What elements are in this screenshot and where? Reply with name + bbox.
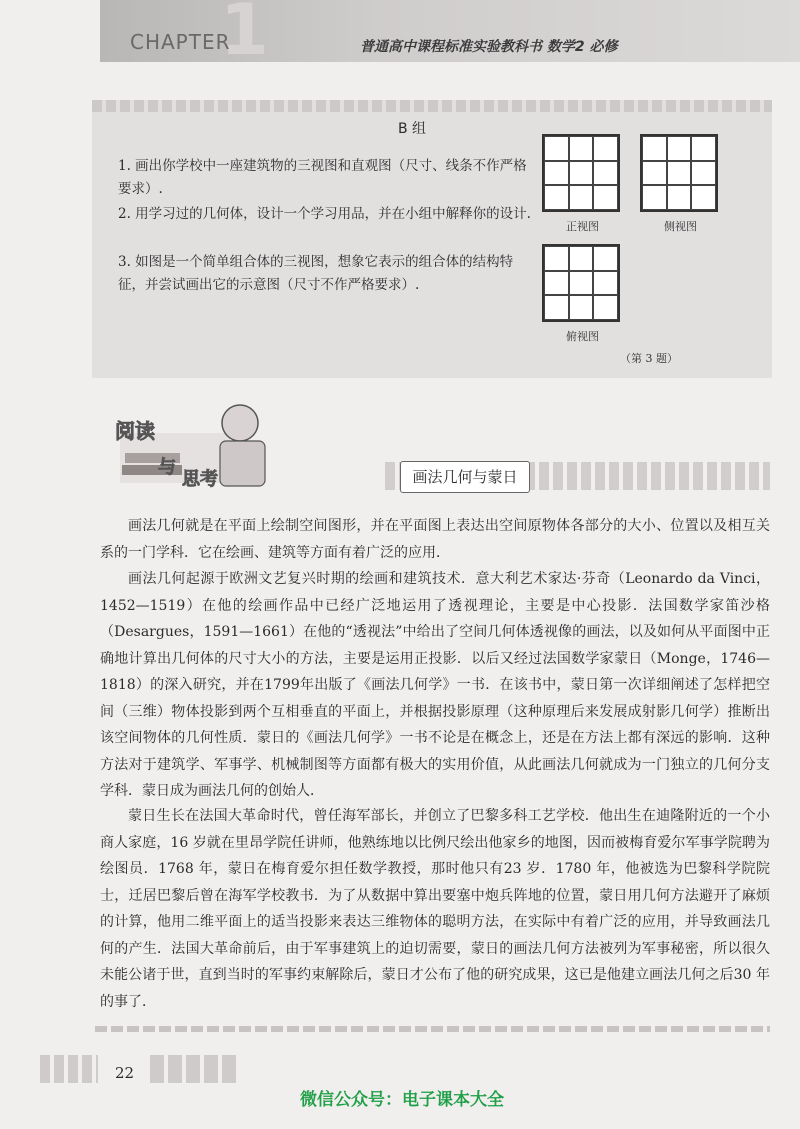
front-view-label: 正视图 (566, 220, 599, 233)
side-view-label: 侧视图 (664, 220, 697, 233)
question-3: 3. 如图是一个简单组合体的三视图，想象它表示的组合体的结构特征，并尝试画出它的示意图（尺寸不作严格要求）. (118, 254, 514, 293)
paragraph-2: 画法几何起源于欧洲文艺复兴时期的绘画和建筑技术．意大利艺术家达·芬奇（Leonardo da Vinci，1452—1519）在他的绘画作品中已经广泛地运用了透视理论，主要是中心投影．法国数学家笛沙格（Desargues，1591—1661）在他的“透视法”中给出了空间几何体透视像的画法，以及如何从平面图中正确地计算出几何体的尺寸大小的方法，主要是运用正投影．以后又经过法国数学家蒙日（Monge，1746—1818）的深入研究，并在1799年出版了《画法几何学》一书．在该书中，蒙日第一次详细阐述了怎样把空间（三维）物体投影到两个互相垂直的平面上，并根据投影原理（这种原理后来发展成射影几何学）推断出该空间物体的几何性质．蒙日的《画法几何学》一书不论是在概念上，还是在方法上都有深远的影响．这种方法对于建筑学、军事学、机械制图等方面都有极大的实用价值，从此画法几何就成为一门独立的几何分支学科．蒙日成为画法几何的创始人． (100, 571, 770, 799)
top-view-figure (542, 244, 620, 322)
side-view-figure (640, 134, 718, 212)
bottom-divider (95, 1026, 770, 1032)
page-number: 22 (115, 1064, 135, 1082)
question-1: 1. 画出你学校中一座建筑物的三视图和直观图（尺寸、线条不作严格要求）. (118, 158, 527, 197)
logo-text-read: 阅读 (115, 419, 155, 443)
student-body-icon (220, 441, 265, 486)
figure-caption: （第 3 题） (620, 352, 678, 365)
front-view-figure (542, 134, 620, 212)
paragraph-1: 画法几何就是在平面上绘制空间图形，并在平面图上表达出空间原物体各部分的大小、位置以及相互关系的一门学科．它在绘画、建筑等方面有着广泛的应用． (100, 518, 770, 561)
paragraph-3: 蒙日生长在法国大革命时代，曾任海军部长，并创立了巴黎多科工艺学校．他出生在迪隆附近的一个小商人家庭，16 岁就在里昂学院任讲师，他熟练地以比例尺绘出他家乡的地图，因而被梅育爱尔军事学院聘为绘图员．1768 年，蒙日在梅育爱尔担任数学教授，那时他只有23 岁．1780 年，他被选为巴黎科学院院士，迁居巴黎后曾在海军学校教书．为了从数据中算出要塞中炮兵阵地的位置，蒙日用几何方法避开了麻烦的计算，他用二维平面上的适当投影来表达三维物体的聪明方法，在实际中有着广泛的应用，并导致画法几何的产生．法国大革命前后，由于军事建筑上的迫切需要，蒙日的画法几何方法被列为军事秘密，所以很久未能公诸于世，直到当时的军事约束解除后，蒙日才公布了他的研究成果，这已是他建立画法几何之后30 年的事了． (100, 808, 770, 1010)
footer-decoration-right (150, 1055, 240, 1083)
group-title: B 组 (398, 121, 427, 137)
question-2: 2. 用学习过的几何体，设计一个学习用品，并在小组中解释你的设计. (118, 206, 531, 222)
top-view-label: 俯视图 (566, 330, 599, 343)
logo-text-and: 与 (158, 457, 176, 478)
logo-text-think: 思考 (182, 469, 218, 490)
watermark: 微信公众号：电子课本大全 (300, 1090, 504, 1110)
book-title: 普通高中课程标准实验教科书 数学2 必修 (360, 39, 618, 55)
footer-decoration-left (40, 1055, 98, 1083)
reading-thinking-logo (110, 393, 370, 493)
chapter-number: 1 (220, 0, 269, 71)
student-head-icon (222, 405, 258, 441)
section-title: 画法几何与蒙日 (400, 461, 530, 493)
chapter-label: CHAPTER (130, 30, 231, 54)
